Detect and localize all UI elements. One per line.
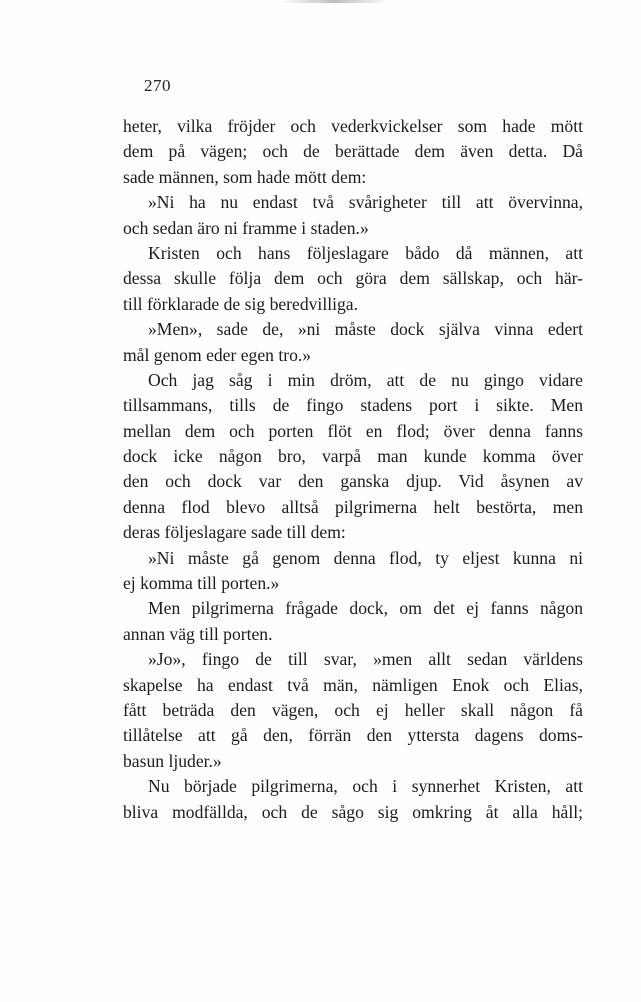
text-line: »Ni måste gå genom denna flod, ty eljest kunna ni	[148, 547, 583, 568]
text-line: »Ni ha nu endast två svårigheter till att övervinna,	[148, 192, 583, 213]
text-line: deras följeslagare sade till dem:	[123, 522, 346, 543]
text-line: annan väg till porten.	[123, 623, 273, 644]
body-text	[123, 114, 583, 825]
text-line: basun ljuder.»	[123, 750, 222, 771]
text-line: Nu började pilgrimerna, och i synnerhet Kristen, att	[148, 776, 583, 797]
text-line: tillåtelse att gå den, förrän den yttersta dagens doms-	[123, 725, 583, 746]
text-line: bliva modfällda, och de sågo sig omkring åt alla håll;	[123, 801, 583, 822]
text-line: denna flod blevo alltså pilgrimerna helt bestörta, men	[123, 496, 583, 517]
text-line: fått beträda den vägen, och ej heller skall någon få	[123, 699, 583, 720]
text-line: sade männen, som hade mött dem:	[123, 166, 367, 187]
text-line: Kristen och hans följeslagare bådo då männen, att	[148, 242, 583, 263]
text-line: tillsammans, tills de fingo stadens port i sikte. Men	[123, 395, 583, 416]
text-line: den och dock var den ganska djup. Vid åsynen av	[123, 471, 583, 492]
text-line: »Jo», fingo de till svar, »men allt sedan världens	[148, 649, 583, 670]
text-line: skapelse ha endast två män, nämligen Enok och Elias,	[123, 674, 583, 695]
text-line: och sedan äro ni framme i staden.»	[123, 217, 369, 238]
text-line: heter, vilka fröjder och vederkvickelser som hade mött	[123, 116, 583, 136]
text-line: Men pilgrimerna frågade dock, om det ej fanns någon	[148, 598, 583, 619]
text-line: dem på vägen; och de berättade dem även detta. Då	[123, 141, 583, 162]
text-line: mål genom eder egen tro.»	[123, 344, 312, 365]
page-number: 270	[144, 76, 171, 95]
text-line: Och jag såg i min dröm, att de nu gingo vidare	[148, 369, 583, 390]
text-line: mellan dem och porten flöt en flod; över denna fanns	[123, 420, 583, 441]
text-line: dessa skulle följa dem och göra dem sällskap, och här-	[123, 268, 583, 289]
text-line: till förklarade de sig beredvilliga.	[123, 293, 358, 314]
text-line: dock icke någon bro, varpå man kunde komma över	[123, 446, 583, 467]
page-top-edge-mark	[280, 0, 390, 3]
text-line: »Men», sade de, »ni måste dock själva vinna edert	[148, 319, 583, 340]
text-line: ej komma till porten.»	[123, 573, 280, 594]
